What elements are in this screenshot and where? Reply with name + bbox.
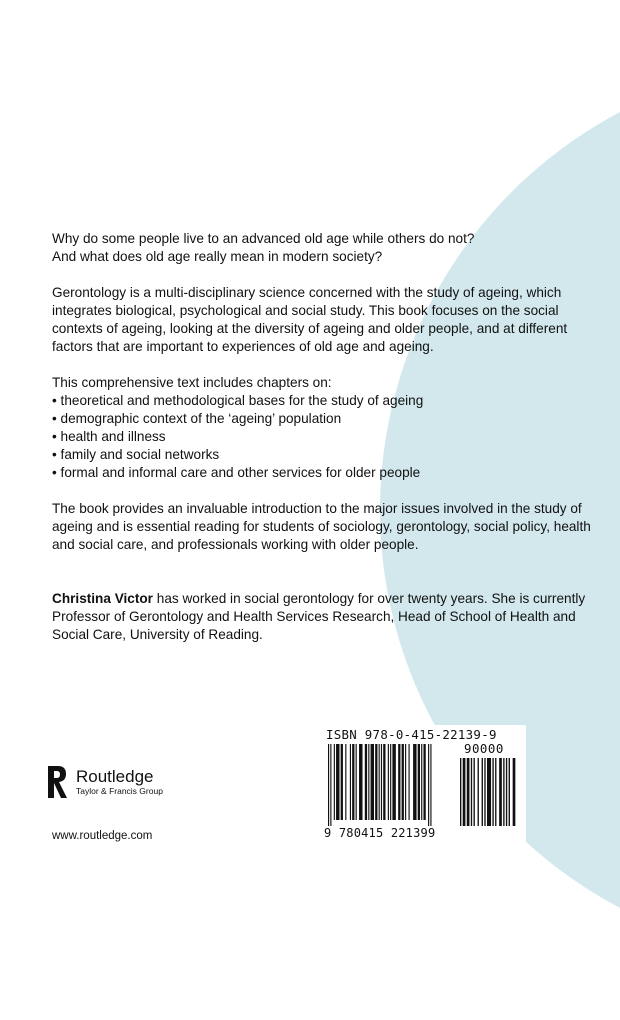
barcode-bar — [487, 758, 491, 826]
publisher-website: www.routledge.com — [52, 830, 153, 842]
barcode-bar — [471, 758, 472, 826]
routledge-mark-icon — [46, 764, 70, 800]
price-code: 90000 — [464, 741, 504, 756]
author-name: Christina Victor — [52, 591, 153, 606]
barcode-bar — [383, 744, 385, 820]
barcode-bar — [341, 744, 343, 820]
barcode-bar — [379, 744, 380, 820]
barcode-bar — [390, 744, 391, 820]
barcode-bar — [352, 744, 354, 820]
barcode-bar — [467, 758, 470, 826]
back-cover-blurb — [52, 230, 592, 662]
isbn-label: ISBN 978-0-415-22139-9 — [326, 727, 497, 742]
ean-barcode-bars — [328, 744, 456, 830]
barcode-bar — [375, 744, 377, 820]
chapter-item: • family and social networks — [52, 446, 592, 464]
chapter-item: • demographic context of the ‘ageing’ population — [52, 410, 592, 428]
barcode-bar — [328, 744, 329, 826]
barcode-bar — [345, 744, 346, 820]
barcode-bar — [381, 744, 382, 820]
barcode-bar — [509, 758, 510, 826]
barcode-bar — [365, 744, 367, 820]
barcode-bar — [495, 758, 496, 826]
barcode-bar — [359, 744, 362, 820]
barcode-bar — [503, 758, 504, 826]
barcode-bar — [388, 744, 389, 820]
barcode-bar — [484, 758, 485, 826]
barcode-bar — [423, 744, 425, 820]
barcode-bar — [421, 744, 422, 820]
barcode-bar — [356, 744, 357, 820]
barcode-bar — [463, 758, 466, 826]
barcode-bar — [405, 744, 406, 820]
barcode-bar — [482, 758, 483, 826]
barcode-bar — [334, 744, 335, 820]
barcode-bar — [474, 758, 475, 826]
barcode-bar — [368, 744, 369, 820]
publisher-logo — [46, 764, 163, 800]
description-paragraph: Gerontology is a multi-disciplinary science concerned with the study of ageing, which integrates biological, psychological and social study. This book focuses on the social contexts of ageing, looking at the diversity of ageing and older people, and at different factors that are important to experiences of old age and ageing. — [52, 285, 568, 354]
barcode-bar — [398, 744, 400, 820]
chapter-list — [52, 392, 592, 482]
author-bio — [52, 590, 592, 644]
barcode-bar — [492, 758, 493, 826]
barcode-bar — [392, 744, 395, 820]
ean-digits: 9 780415 221399 — [324, 826, 436, 840]
barcode-bar — [350, 744, 351, 820]
barcode-bar — [330, 744, 331, 826]
barcode-bar — [499, 758, 502, 826]
barcode-bar — [409, 744, 410, 820]
addon-barcode-bars — [460, 758, 522, 830]
barcode-bar — [336, 744, 339, 820]
barcode-bar — [513, 758, 516, 826]
barcode-bar — [460, 758, 461, 826]
audience-paragraph: The book provides an invaluable introduction to the major issues involved in the study of ageing and is essential reading for students of sociology, gerontology, social policy, health and social care, and professionals working with older people. — [52, 501, 591, 552]
chapter-item: • health and illness — [52, 428, 592, 446]
chapter-list-block — [52, 374, 592, 482]
intro-question: Why do some people live to an advanced old age while others do not? And what does old age really mean in modern society? — [52, 231, 475, 264]
isbn-barcode — [322, 725, 526, 843]
barcode-bar — [430, 744, 431, 826]
barcode-bar — [418, 744, 420, 820]
publisher-group: Taylor & Francis Group — [76, 785, 163, 796]
barcode-bar — [428, 744, 429, 826]
barcode-bar — [402, 744, 404, 820]
barcode-bar — [371, 744, 374, 820]
chapter-item: • formal and informal care and other services for older people — [52, 464, 592, 482]
author-bio-text: has worked in social gerontology for over twenty years. She is currently Professor of Gerontology and Health Services Research, Head of School of Health and Social Care, University of Reading. — [52, 591, 586, 642]
chapter-item: • theoretical and methodological bases for the study of ageing — [52, 392, 592, 410]
publisher-name: Routledge — [76, 766, 154, 786]
barcode-bar — [478, 758, 479, 826]
barcode-bar — [506, 758, 507, 826]
barcode-bar — [413, 744, 416, 820]
chapter-list-intro: This comprehensive text includes chapters on: — [52, 375, 332, 390]
